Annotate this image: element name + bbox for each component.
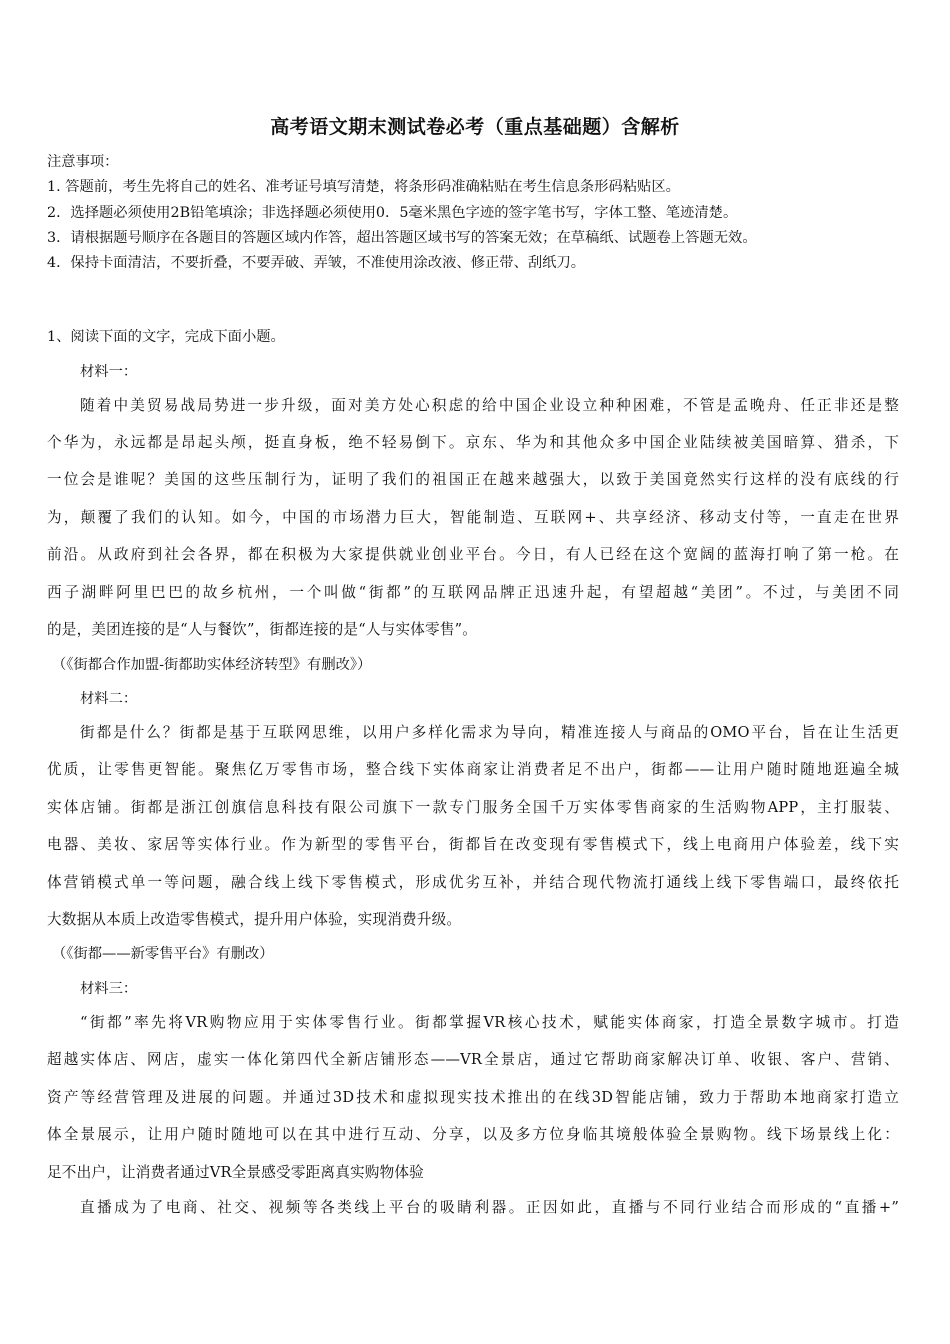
- notice-item-1: 1. 答题前，考生先将自己的姓名、准考证号填写清楚，将条形码准确粘贴在考生信息条形码粘贴区。: [47, 179, 680, 195]
- material1-line: 前沿。从政府到社会各界，都在积极为大家提供就业创业平台。今日，有人已经在这个宽阔的蓝海打响了第一枪。在: [47, 546, 899, 563]
- material2-line: 实体店铺。街都是浙江创旗信息科技有限公司旗下一款专门服务全国千万实体零售商家的生活购物APP，主打服装、: [47, 799, 899, 816]
- material2-line: 电器、美妆、家居等实体行业。作为新型的零售平台，街都旨在改变现有零售模式下，线上电商用户体验差，线下实: [47, 836, 899, 853]
- material3-continuation: 直播成为了电商、社交、视频等各类线上平台的吸睛利器。正因如此，直播与不同行业结合而形成的“直播+”: [80, 1199, 899, 1216]
- notice-item-3: 3．请根据题号顺序在各题目的答题区域内作答，超出答题区域书写的答案无效；在草稿纸、试题卷上答题无效。: [47, 230, 757, 246]
- question-intro: 1、阅读下面的文字，完成下面小题。: [47, 329, 285, 345]
- material3-line: 体全景展示，让用户随时随地可以在其中进行互动、分享，以及多方位身临其境般体验全景购物。线下场景线上化：: [47, 1126, 899, 1143]
- material3-line: 超越实体店、网店，虚实一体化第四代全新店铺形态——VR全景店，通过它帮助商家解决订单、收银、客户、营销、: [47, 1051, 899, 1068]
- material2-source: （《街都——新零售平台》有删改）: [52, 946, 274, 962]
- material2-line: 大数据从本质上改造零售模式，提升用户体验，实现消费升级。: [47, 911, 462, 928]
- notice-item-4: 4．保持卡面清洁，不要折叠，不要弄破、弄皱，不准使用涂改液、修正带、刮纸刀。: [47, 255, 586, 271]
- material3-line: 足不出户，让消费者通过VR全景感受零距离真实购物体验: [47, 1164, 424, 1181]
- material2-label: 材料二：: [80, 691, 138, 707]
- notice-item-2: 2．选择题必须使用2B铅笔填涂；非选择题必须使用0．5毫米黑色字迹的签字笔书写，字体工整、笔迹清楚。: [47, 205, 738, 221]
- material1-label: 材料一：: [80, 364, 138, 380]
- material1-line: 的是，美团连接的是“人与餐饮”，街都连接的是“人与实体零售”。: [47, 621, 478, 638]
- material1-source: （《街都合作加盟-街都助实体经济转型》有删改》）: [52, 657, 372, 673]
- material1-line: 西子湖畔阿里巴巴的故乡杭州，一个叫做“街都”的互联网品牌正迅速升起，有望超越“美团”。不过，与美团不同: [47, 584, 899, 601]
- page-title: 高考语文期末测试卷必考（重点基础题）含解析: [270, 116, 680, 138]
- material2-line: 街都是什么？街都是基于互联网思维，以用户多样化需求为导向，精准连接人与商品的OMO平台，旨在让生活更: [80, 724, 899, 741]
- material1-line: 随着中美贸易战局势进一步升级，面对美方处心积虑的给中国企业设立种种困难，不管是孟晚舟、任正非还是整: [80, 397, 899, 414]
- material1-line: 个华为，永远都是昂起头颅，挺直身板，绝不轻易倒下。京东、华为和其他众多中国企业陆续被美国暗算、猎杀，下: [47, 434, 899, 451]
- notice-heading: 注意事项：: [47, 154, 119, 170]
- material2-line: 优质，让零售更智能。聚焦亿万零售市场，整合线下实体商家让消费者足不出户，街都——让用户随时随地逛遍全城: [47, 761, 899, 778]
- material1-line: 为，颠覆了我们的认知。如今，中国的市场潜力巨大，智能制造、互联网+、共享经济、移动支付等，一直走在世界: [47, 509, 899, 526]
- material1-line: 一位会是谁呢？美国的这些压制行为，证明了我们的祖国正在越来越强大，以致于美国竟然实行这样的没有底线的行: [47, 471, 899, 488]
- material3-label: 材料三：: [80, 981, 138, 997]
- material3-line: “街都”率先将VR购物应用于实体零售行业。街都掌握VR核心技术，赋能实体商家，打造全景数字城市。打造: [80, 1014, 899, 1031]
- material3-line: 资产等经营管理及进展的问题。并通过3D技术和虚拟现实技术推出的在线3D智能店铺，致力于帮助本地商家打造立: [47, 1089, 899, 1106]
- material2-line: 体营销模式单一等问题，融合线上线下零售模式，形成优劣互补，并结合现代物流打通线上线下零售端口，最终依托: [47, 874, 899, 891]
